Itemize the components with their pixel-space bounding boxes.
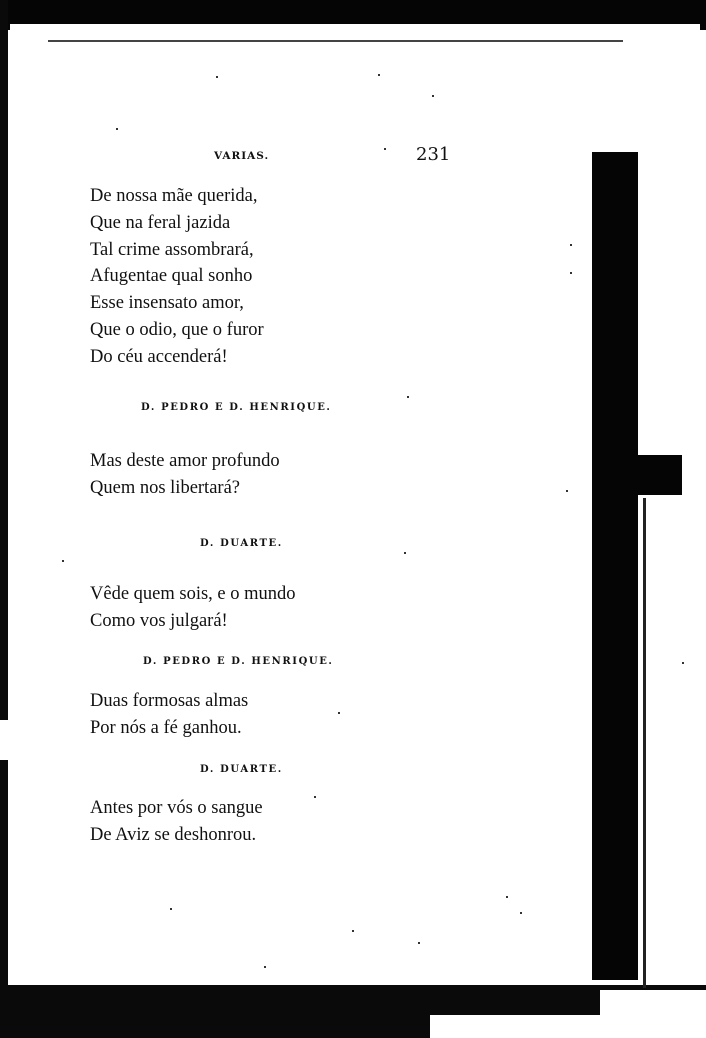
verse-line: Por nós a fé ganhou. — [90, 717, 242, 738]
verse-line: De nossa mãe querida, — [90, 186, 258, 206]
verse-line: De Aviz se deshonrou. — [90, 824, 257, 845]
scan-speck — [570, 244, 572, 246]
scan-speck — [404, 552, 406, 554]
verse-line: Do céu accenderá! — [90, 346, 228, 367]
scan-right-tab — [630, 455, 682, 495]
scan-speck — [407, 396, 409, 398]
page-header — [0, 146, 706, 166]
scan-speck — [264, 966, 266, 968]
verse-line: Como vos julgará! — [90, 610, 228, 631]
scan-right-thin-line — [643, 498, 646, 988]
scan-speck — [338, 712, 340, 714]
verse-line: Esse insensato amor, — [90, 293, 244, 314]
stanza-3 — [90, 581, 296, 635]
verse-line: Quem nos libertará? — [90, 477, 240, 498]
verse-line: Que na feral jazida — [90, 212, 231, 233]
scan-speck — [418, 942, 420, 944]
verse-line: Vêde quem sois, e o mundo — [90, 584, 296, 604]
stanza-4 — [90, 688, 248, 742]
scan-speck — [62, 560, 64, 562]
scan-top-border-gap — [10, 24, 700, 34]
speaker-heading: D. PEDRO E D. HENRIQUE. — [141, 402, 332, 413]
speaker-heading: D. PEDRO E D. HENRIQUE. — [143, 656, 334, 667]
stanza-2 — [90, 448, 280, 502]
scan-speck — [432, 95, 434, 97]
verse-line: Mas deste amor profundo — [90, 451, 280, 471]
scan-speck — [170, 908, 172, 910]
scan-speck — [314, 796, 316, 798]
speaker-heading: D. DUARTE. — [200, 764, 283, 775]
scan-speck — [566, 490, 568, 492]
stanza-1 — [90, 183, 264, 371]
scan-bottom-border-gap — [600, 990, 706, 1015]
speaker-heading: D. DUARTE. — [200, 538, 283, 549]
running-head: VARIAS. — [214, 150, 270, 162]
scan-speck — [570, 272, 572, 274]
scan-bottom-border-gap-2 — [430, 1015, 706, 1038]
scan-top-rule — [48, 40, 623, 42]
scan-left-border-gap — [0, 720, 8, 760]
scan-speck — [352, 930, 354, 932]
verse-line: Antes por vós o sangue — [90, 798, 263, 818]
page-number: 231 — [416, 144, 451, 165]
scan-speck — [378, 74, 380, 76]
scan-speck — [682, 662, 684, 664]
scan-speck — [506, 896, 508, 898]
verse-line: Duas formosas almas — [90, 691, 249, 711]
verse-line: Afugentae qual sonho — [90, 266, 253, 287]
stanza-5 — [90, 795, 263, 849]
scan-speck — [116, 128, 118, 130]
verse-line: Que o odio, que o furor — [90, 319, 264, 340]
scan-speck — [216, 76, 218, 78]
scan-right-shadow — [592, 152, 638, 980]
scan-speck — [520, 912, 522, 914]
scan-speck — [384, 148, 386, 150]
verse-line: Tal crime assombrará, — [90, 239, 254, 260]
